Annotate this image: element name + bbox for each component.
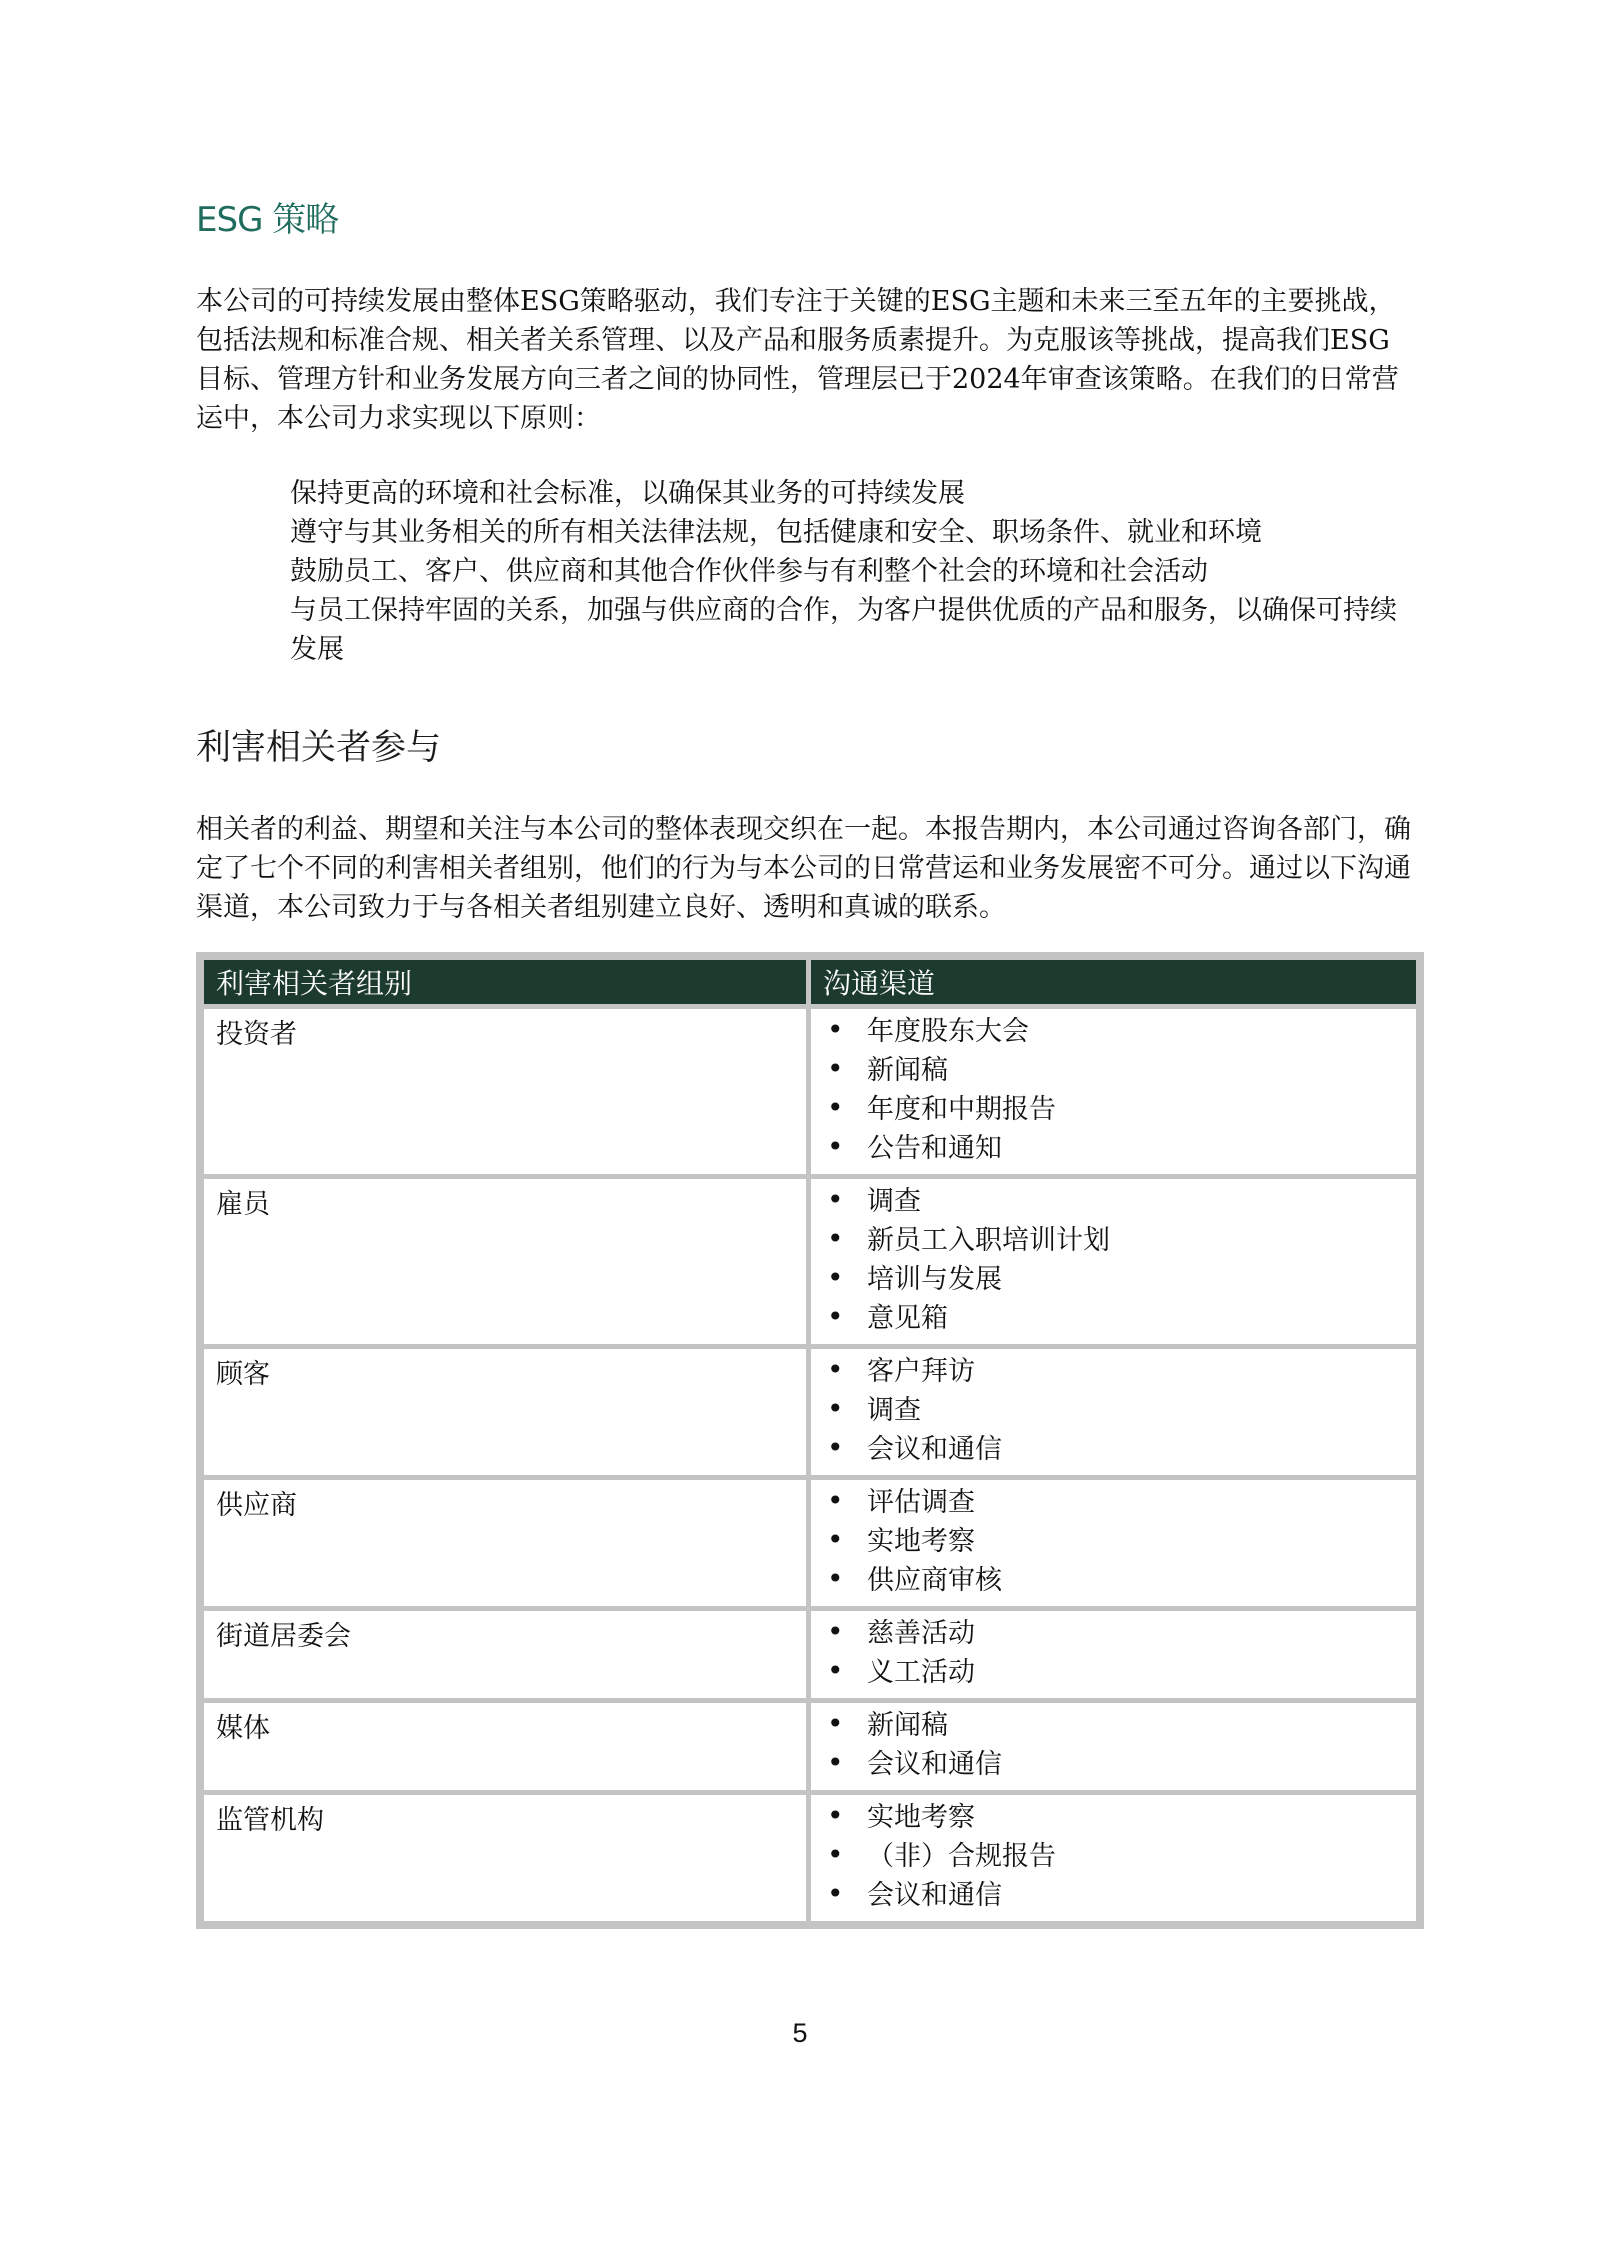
stakeholder-group-cell: 雇员 [204, 1179, 806, 1344]
channel-item: • 实地考察 [823, 1798, 1404, 1837]
table-header-row [204, 960, 1416, 1004]
channel-item: • 新闻稿 [823, 1051, 1404, 1090]
channel-item: • 调查 [823, 1391, 1404, 1430]
channel-item: • 公告和通知 [823, 1129, 1404, 1168]
channel-item: • 慈善活动 [823, 1614, 1404, 1653]
principles-list [290, 474, 1410, 669]
table-row [204, 1795, 1416, 1921]
section-heading-stakeholder-engagement: 利害相关者参与 [196, 728, 442, 768]
channels-cell [811, 1795, 1416, 1921]
table-row [204, 1611, 1416, 1698]
channel-item: • 客户拜访 [823, 1352, 1404, 1391]
stakeholder-paragraph: 相关者的利益、期望和关注与本公司的整体表现交织在一起。本报告期内，本公司通过咨询各部门，确定了七个不同的利害相关者组别，他们的行为与本公司的日常营运和业务发展密不可分。通过以下沟通渠道，本公司致力于与各相关者组别建立良好、透明和真诚的联系。 [196, 814, 1411, 923]
channel-item: • 新员工入职培训计划 [823, 1221, 1404, 1260]
channel-item: • 调查 [823, 1182, 1404, 1221]
table-row [204, 1703, 1416, 1790]
stakeholder-group-cell: 顾客 [204, 1349, 806, 1475]
channel-item: • 年度和中期报告 [823, 1090, 1404, 1129]
esg-strategy-paragraph: 本公司的可持续发展由整体ESG策略驱动，我们专注于关键的ESG主题和未来三至五年的主要挑战，包括法规和标准合规、相关者关系管理、以及产品和服务质素提升。为克服该等挑战，提高我们ESG目标、管理方针和业务发展方向三者之间的协同性，管理层已于2024年审查该策略。在我们的日常营运中，本公司力求实现以下原则： [196, 286, 1399, 434]
channel-item: • 培训与发展 [823, 1260, 1404, 1299]
channel-item: • 评估调查 [823, 1483, 1404, 1522]
stakeholder-group-cell: 媒体 [204, 1703, 806, 1790]
principle-item: 保持更高的环境和社会标准，以确保其业务的可持续发展 [290, 478, 965, 509]
channel-item: • 义工活动 [823, 1653, 1404, 1692]
table-row [204, 1480, 1416, 1606]
stakeholder-group-cell: 监管机构 [204, 1795, 806, 1921]
principle-item: 与员工保持牢固的关系，加强与供应商的合作，为客户提供优质的产品和服务，以确保可持续发展 [290, 595, 1397, 665]
channels-cell [811, 1703, 1416, 1790]
channels-cell [811, 1349, 1416, 1475]
channel-item: • 会议和通信 [823, 1876, 1404, 1915]
channel-item: • 会议和通信 [823, 1430, 1404, 1469]
table-row [204, 1349, 1416, 1475]
channel-item: • 年度股东大会 [823, 1012, 1404, 1051]
stakeholder-group-cell: 投资者 [204, 1009, 806, 1174]
channel-item: • 新闻稿 [823, 1706, 1404, 1745]
channels-cell [811, 1611, 1416, 1698]
channel-item: • 意见箱 [823, 1299, 1404, 1338]
principle-item: 鼓励员工、客户、供应商和其他合作伙伴参与有利整个社会的环境和社会活动 [290, 556, 1208, 587]
channel-item: • （非）合规报告 [823, 1837, 1404, 1876]
channel-item: • 会议和通信 [823, 1745, 1404, 1784]
header-stakeholder-group: 利害相关者组别 [204, 960, 806, 1004]
table-row [204, 1009, 1416, 1174]
stakeholder-group-cell: 街道居委会 [204, 1611, 806, 1698]
channels-cell [811, 1009, 1416, 1174]
channels-cell [811, 1179, 1416, 1344]
table-row [204, 1179, 1416, 1344]
section-heading-esg-strategy: ESG 策略 [196, 200, 339, 240]
stakeholder-group-cell: 供应商 [204, 1480, 806, 1606]
channel-item: • 供应商审核 [823, 1561, 1404, 1600]
page-number: 5 [792, 2018, 808, 2048]
header-communication-channel: 沟通渠道 [811, 960, 1416, 1004]
principle-item: 遵守与其业务相关的所有相关法律法规，包括健康和安全、职场条件、就业和环境 [290, 517, 1262, 548]
stakeholder-table [196, 952, 1424, 1929]
channels-cell [811, 1480, 1416, 1606]
channel-item: • 实地考察 [823, 1522, 1404, 1561]
